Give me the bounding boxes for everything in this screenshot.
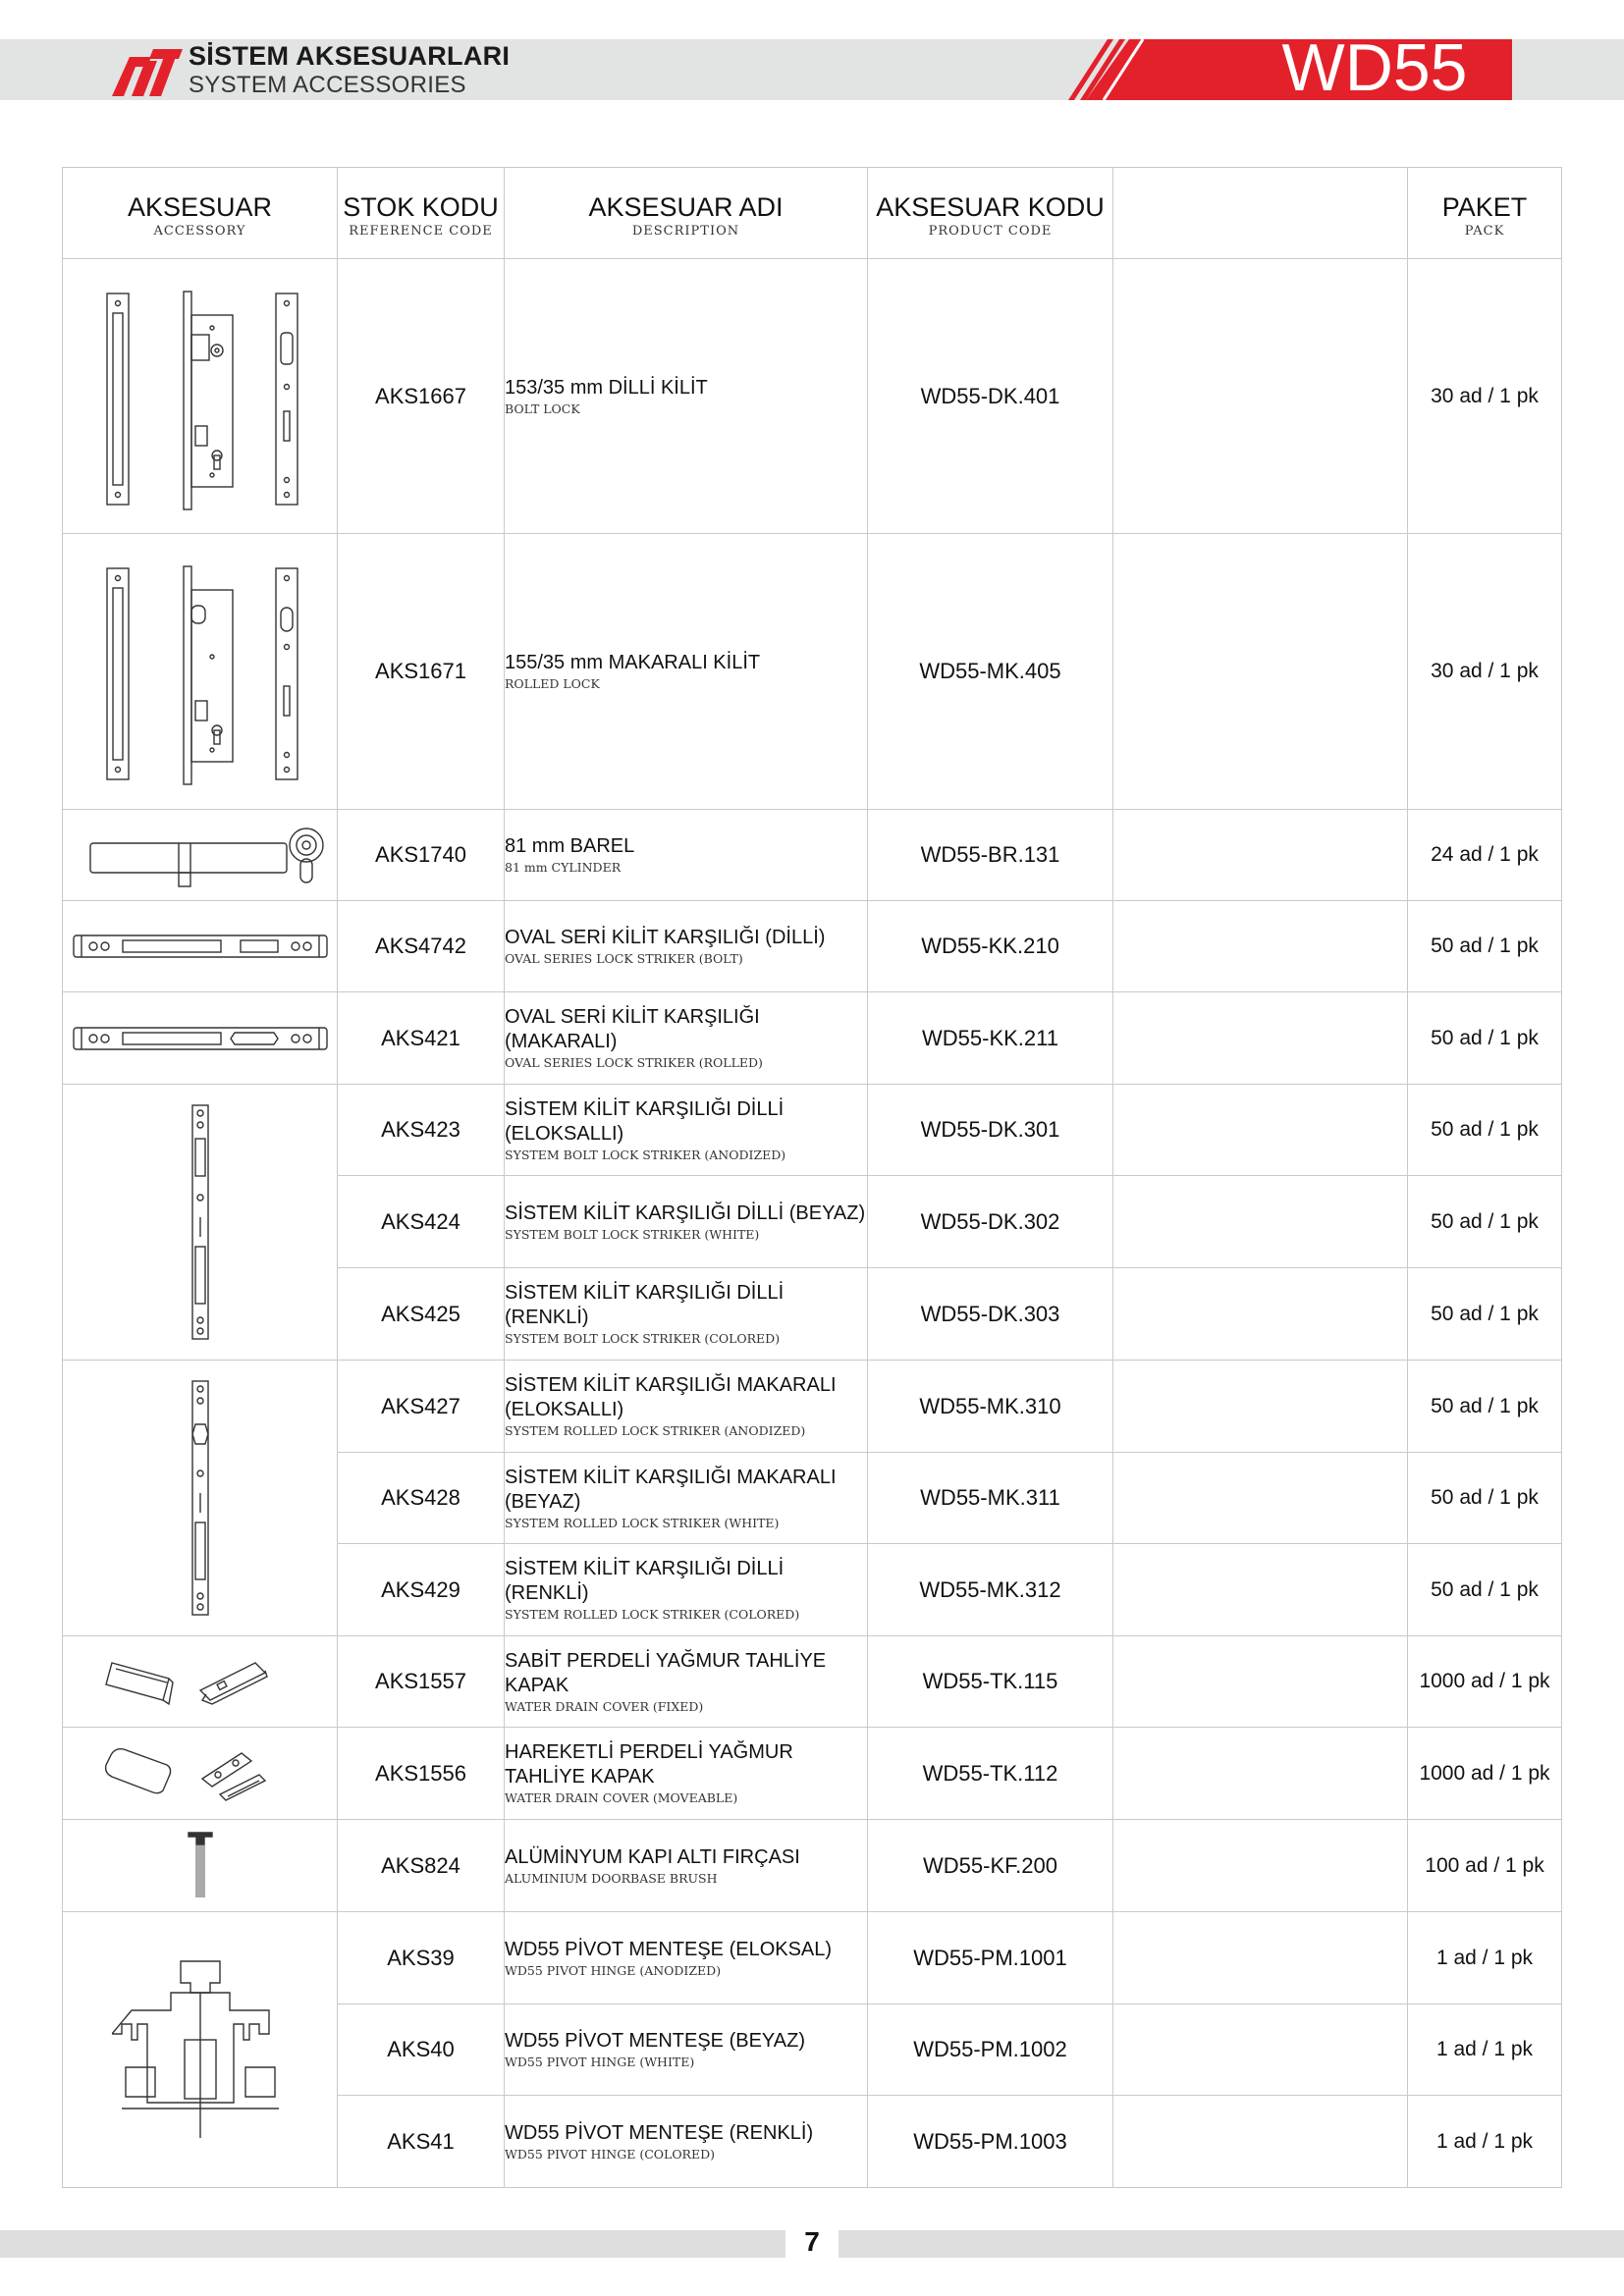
table-row bbox=[63, 1636, 1562, 1728]
empty-cell bbox=[1113, 901, 1408, 992]
oval-striker-bolt-icon bbox=[63, 901, 338, 992]
description bbox=[505, 1820, 868, 1912]
reference-code: AKS428 bbox=[338, 1453, 505, 1544]
product-code: WD55-MK.310 bbox=[868, 1361, 1113, 1453]
description bbox=[505, 901, 868, 992]
description bbox=[505, 1636, 868, 1728]
description-tr: 153/35 mm DİLLİ KİLİT bbox=[505, 376, 708, 399]
description bbox=[505, 2004, 868, 2096]
description-en: OVAL SERIES LOCK STRIKER (ROLLED) bbox=[505, 1055, 763, 1070]
oval-striker-rolled-icon bbox=[63, 992, 338, 1085]
product-code: WD55-TK.112 bbox=[868, 1728, 1113, 1820]
pack: 30 ad / 1 pk bbox=[1408, 534, 1562, 810]
description bbox=[505, 1361, 868, 1453]
description-en: WD55 PIVOT HINGE (ANODIZED) bbox=[505, 1962, 722, 1978]
accessories-table bbox=[62, 167, 1562, 2188]
moveable-drain-cover-icon bbox=[63, 1728, 338, 1820]
reference-code: AKS40 bbox=[338, 2004, 505, 2096]
page-number: 7 bbox=[804, 2226, 820, 2257]
pack: 1000 ad / 1 pk bbox=[1408, 1728, 1562, 1820]
column-header-description: AKSESUAR ADI DESCRIPTION bbox=[505, 168, 868, 259]
column-header-pack: PAKET PACK bbox=[1408, 168, 1562, 259]
reference-code: AKS1557 bbox=[338, 1636, 505, 1728]
product-code: WD55-DK.301 bbox=[868, 1085, 1113, 1176]
description-en: SYSTEM BOLT LOCK STRIKER (ANODIZED) bbox=[505, 1147, 786, 1162]
doorbase-brush-icon bbox=[63, 1820, 338, 1912]
description-tr: WD55 PİVOT MENTEŞE (BEYAZ) bbox=[505, 2030, 805, 2052]
description-tr: WD55 PİVOT MENTEŞE (RENKLİ) bbox=[505, 2121, 814, 2144]
table-row bbox=[63, 992, 1562, 1085]
empty-cell bbox=[1113, 1268, 1408, 1361]
table-row bbox=[63, 1912, 1562, 2004]
reference-code: AKS1740 bbox=[338, 810, 505, 901]
reference-code: AKS41 bbox=[338, 2096, 505, 2188]
table-row bbox=[63, 810, 1562, 901]
product-code: WD55-MK.311 bbox=[868, 1453, 1113, 1544]
cylinder-icon bbox=[63, 810, 338, 901]
empty-cell bbox=[1113, 259, 1408, 534]
reference-code: AKS423 bbox=[338, 1085, 505, 1176]
empty-cell bbox=[1113, 1176, 1408, 1268]
description-tr: WD55 PİVOT MENTEŞE (ELOKSAL) bbox=[505, 1938, 833, 1960]
product-code: WD55-KF.200 bbox=[868, 1820, 1113, 1912]
description-en: WATER DRAIN COVER (MOVEABLE) bbox=[505, 1790, 738, 1805]
description-en: SYSTEM ROLLED LOCK STRIKER (ANODIZED) bbox=[505, 1423, 806, 1438]
pack: 50 ad / 1 pk bbox=[1408, 1544, 1562, 1636]
description-en: BOLT LOCK bbox=[505, 400, 580, 416]
empty-cell bbox=[1113, 810, 1408, 901]
reference-code: AKS824 bbox=[338, 1820, 505, 1912]
column-header-product-code: AKSESUAR KODU PRODUCT CODE bbox=[868, 168, 1113, 259]
description bbox=[505, 1453, 868, 1544]
company-logo bbox=[110, 43, 185, 98]
description-tr: OVAL SERİ KİLİT KARŞILIĞI (DİLLİ) bbox=[505, 927, 826, 948]
description-en: WATER DRAIN COVER (FIXED) bbox=[505, 1698, 704, 1714]
empty-cell bbox=[1113, 2096, 1408, 2188]
footer-bar-left bbox=[0, 2230, 785, 2258]
product-code: WD55-KK.210 bbox=[868, 901, 1113, 992]
pack: 50 ad / 1 pk bbox=[1408, 1268, 1562, 1361]
system-rolled-striker-icon bbox=[63, 1361, 338, 1636]
product-code: WD55-MK.312 bbox=[868, 1544, 1113, 1636]
reference-code: AKS425 bbox=[338, 1268, 505, 1361]
description-en: SYSTEM BOLT LOCK STRIKER (WHITE) bbox=[505, 1226, 760, 1242]
description-tr: 81 mm BAREL bbox=[505, 835, 635, 857]
description bbox=[505, 1544, 868, 1636]
empty-cell bbox=[1113, 1361, 1408, 1453]
product-code: WD55-TK.115 bbox=[868, 1636, 1113, 1728]
description-tr: SİSTEM KİLİT KARŞILIĞI DİLLİ (ELOKSALLI) bbox=[505, 1097, 785, 1145]
footer-bar-right bbox=[839, 2230, 1624, 2258]
empty-cell bbox=[1113, 1820, 1408, 1912]
reference-code: AKS4742 bbox=[338, 901, 505, 992]
product-code: WD55-KK.211 bbox=[868, 992, 1113, 1085]
description-en: SYSTEM BOLT LOCK STRIKER (COLORED) bbox=[505, 1331, 781, 1346]
description bbox=[505, 1176, 868, 1268]
product-code: WD55-PM.1002 bbox=[868, 2004, 1113, 2096]
fixed-drain-cover-icon bbox=[63, 1636, 338, 1728]
description bbox=[505, 259, 868, 534]
table-row bbox=[63, 534, 1562, 810]
description-tr: SİSTEM KİLİT KARŞILIĞI DİLLİ (RENKLİ) bbox=[505, 1282, 785, 1328]
product-code: WD55-DK.401 bbox=[868, 259, 1113, 534]
description-en: WD55 PIVOT HINGE (COLORED) bbox=[505, 2146, 715, 2162]
product-code: WD55-PM.1001 bbox=[868, 1912, 1113, 2004]
description bbox=[505, 992, 868, 1085]
empty-cell bbox=[1113, 992, 1408, 1085]
product-code: WD55-DK.302 bbox=[868, 1176, 1113, 1268]
description-tr: OVAL SERİ KİLİT KARŞILIĞI (MAKARALI) bbox=[505, 1006, 760, 1052]
brand-title: SİSTEM AKSESUARLARI bbox=[189, 41, 511, 71]
product-code: WD55-BR.131 bbox=[868, 810, 1113, 901]
pack: 50 ad / 1 pk bbox=[1408, 992, 1562, 1085]
description bbox=[505, 1085, 868, 1176]
table-row bbox=[63, 1820, 1562, 1912]
brand-subtitle: SYSTEM ACCESSORIES bbox=[189, 72, 466, 98]
description-tr: SİSTEM KİLİT KARŞILIĞI MAKARALI (ELOKSALLI) bbox=[505, 1374, 837, 1420]
table-header-row bbox=[63, 168, 1562, 259]
reference-code: AKS1556 bbox=[338, 1728, 505, 1820]
description-tr: SABİT PERDELİ YAĞMUR TAHLİYE KAPAK bbox=[505, 1649, 827, 1696]
empty-cell bbox=[1113, 1544, 1408, 1636]
description-tr: SİSTEM KİLİT KARŞILIĞI DİLLİ (RENKLİ) bbox=[505, 1558, 785, 1604]
reference-code: AKS424 bbox=[338, 1176, 505, 1268]
reference-code: AKS421 bbox=[338, 992, 505, 1085]
table-row bbox=[63, 1728, 1562, 1820]
description-en: SYSTEM ROLLED LOCK STRIKER (COLORED) bbox=[505, 1607, 800, 1622]
pack: 30 ad / 1 pk bbox=[1408, 259, 1562, 534]
description-en: ROLLED LOCK bbox=[505, 676, 600, 691]
reference-code: AKS1671 bbox=[338, 534, 505, 810]
description bbox=[505, 1912, 868, 2004]
empty-cell bbox=[1113, 1085, 1408, 1176]
empty-cell bbox=[1113, 1728, 1408, 1820]
pack: 50 ad / 1 pk bbox=[1408, 1453, 1562, 1544]
empty-cell bbox=[1113, 534, 1408, 810]
pack: 50 ad / 1 pk bbox=[1408, 1361, 1562, 1453]
column-header-empty bbox=[1113, 168, 1408, 259]
rolled-lock-icon bbox=[63, 534, 338, 810]
product-code: WD55-PM.1003 bbox=[868, 2096, 1113, 2188]
description-en: ALUMINIUM DOORBASE BRUSH bbox=[505, 1870, 718, 1886]
pack: 1 ad / 1 pk bbox=[1408, 2096, 1562, 2188]
description bbox=[505, 810, 868, 901]
description-tr: SİSTEM KİLİT KARŞILIĞI MAKARALI (BEYAZ) bbox=[505, 1466, 837, 1513]
description-tr: SİSTEM KİLİT KARŞILIĞI DİLLİ (BEYAZ) bbox=[505, 1201, 866, 1224]
table-row bbox=[63, 1085, 1562, 1176]
empty-cell bbox=[1113, 2004, 1408, 2096]
reference-code: AKS39 bbox=[338, 1912, 505, 2004]
pack: 50 ad / 1 pk bbox=[1408, 1085, 1562, 1176]
description bbox=[505, 1268, 868, 1361]
description bbox=[505, 2096, 868, 2188]
pivot-hinge-icon bbox=[63, 1912, 338, 2188]
empty-cell bbox=[1113, 1453, 1408, 1544]
pack: 1 ad / 1 pk bbox=[1408, 1912, 1562, 2004]
pack: 1000 ad / 1 pk bbox=[1408, 1636, 1562, 1728]
reference-code: AKS427 bbox=[338, 1361, 505, 1453]
empty-cell bbox=[1113, 1912, 1408, 2004]
description-en: WD55 PIVOT HINGE (WHITE) bbox=[505, 2055, 695, 2069]
table-row bbox=[63, 1361, 1562, 1453]
column-header-accessory: AKSESUAR ACCESSORY bbox=[63, 168, 338, 259]
description-tr: ALÜMİNYUM KAPI ALTI FIRÇASI bbox=[505, 1845, 800, 1868]
pack: 50 ad / 1 pk bbox=[1408, 1176, 1562, 1268]
description-en: SYSTEM ROLLED LOCK STRIKER (WHITE) bbox=[505, 1515, 780, 1530]
bolt-lock-icon bbox=[63, 259, 338, 534]
table-row bbox=[63, 259, 1562, 534]
description-en: 81 mm CYLINDER bbox=[505, 860, 622, 875]
description-tr: 155/35 mm MAKARALI KİLİT bbox=[505, 652, 761, 673]
model-label: WD55 bbox=[1281, 30, 1468, 105]
product-code: WD55-MK.405 bbox=[868, 534, 1113, 810]
pack: 1 ad / 1 pk bbox=[1408, 2004, 1562, 2096]
description bbox=[505, 1728, 868, 1820]
product-code: WD55-DK.303 bbox=[868, 1268, 1113, 1361]
description-tr: HAREKETLİ PERDELİ YAĞMUR TAHLİYE KAPAK bbox=[505, 1741, 793, 1788]
reference-code: AKS1667 bbox=[338, 259, 505, 534]
pack: 50 ad / 1 pk bbox=[1408, 901, 1562, 992]
column-header-reference-code: STOK KODU REFERENCE CODE bbox=[338, 168, 505, 259]
description-en: OVAL SERIES LOCK STRIKER (BOLT) bbox=[505, 951, 743, 966]
pack: 24 ad / 1 pk bbox=[1408, 810, 1562, 901]
reference-code: AKS429 bbox=[338, 1544, 505, 1636]
table-row bbox=[63, 901, 1562, 992]
description bbox=[505, 534, 868, 810]
pack: 100 ad / 1 pk bbox=[1408, 1820, 1562, 1912]
empty-cell bbox=[1113, 1636, 1408, 1728]
system-bolt-striker-icon bbox=[63, 1085, 338, 1361]
